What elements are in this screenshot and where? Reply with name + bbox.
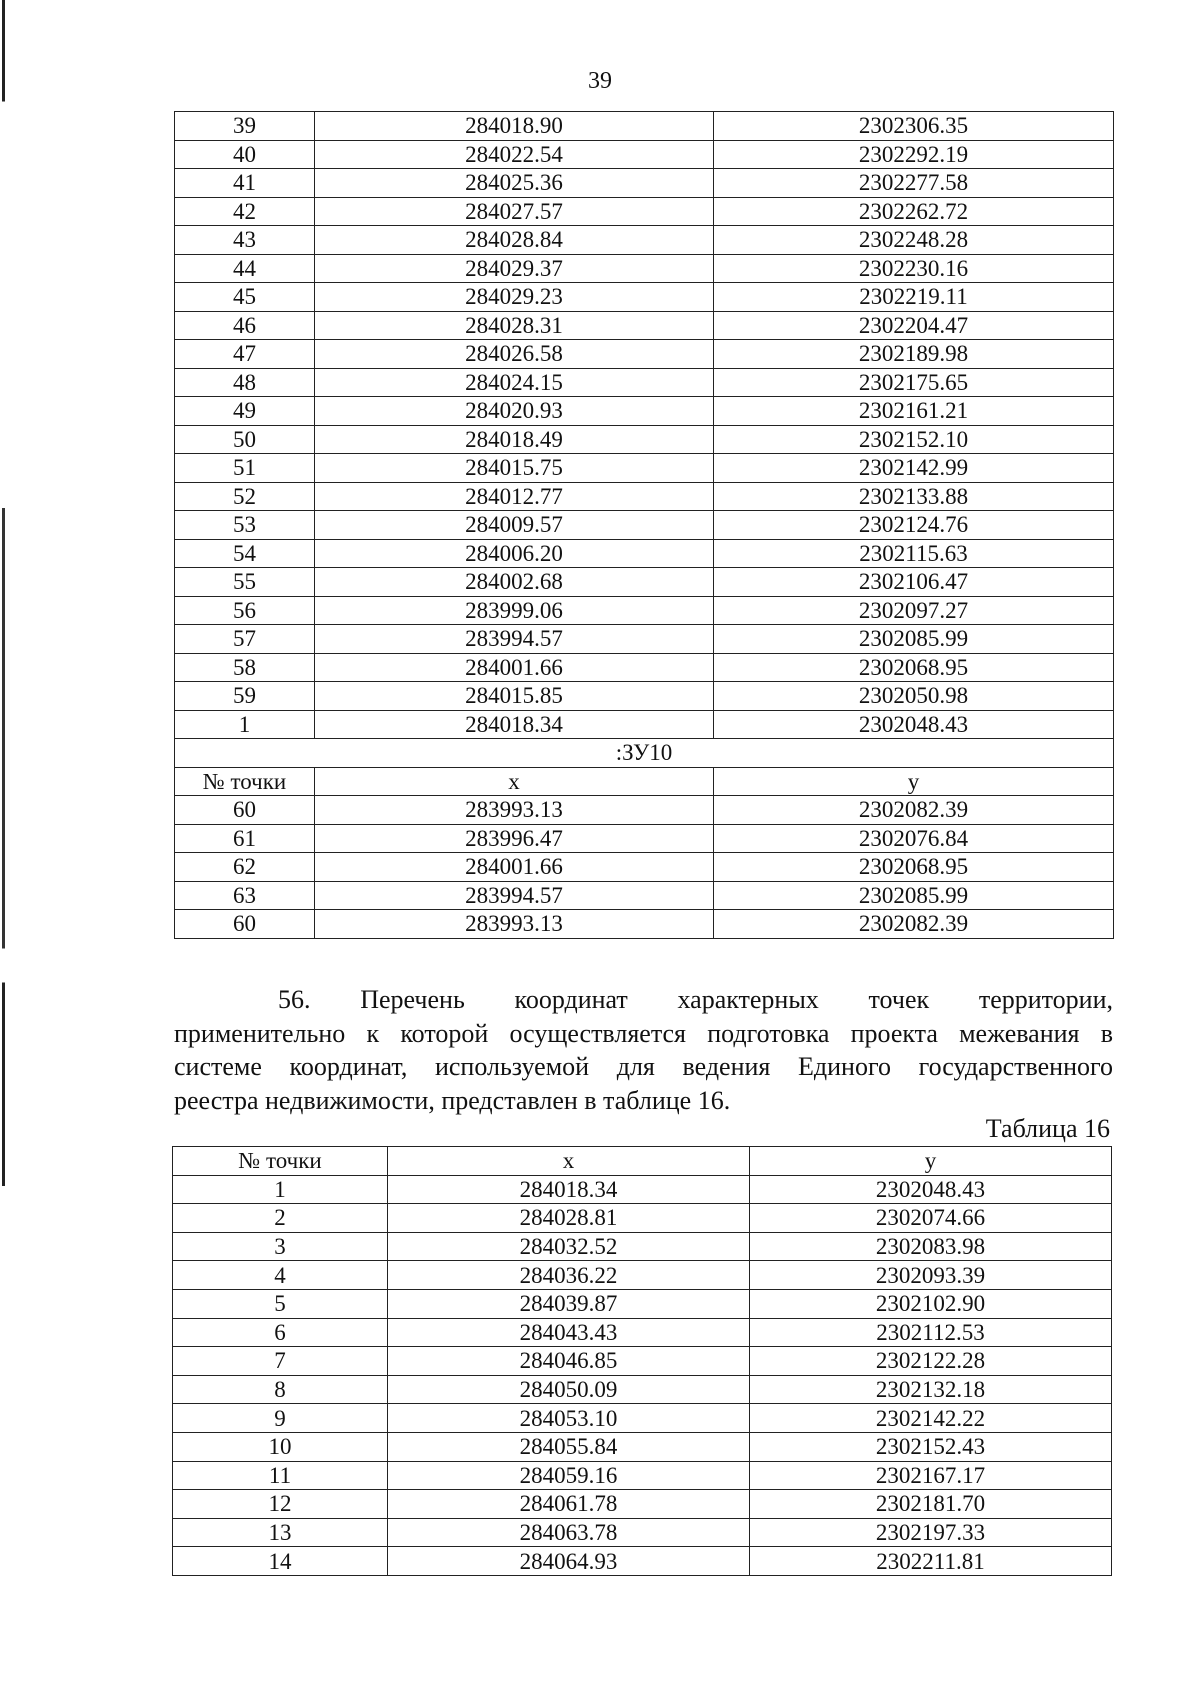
table-header-row <box>175 767 1114 796</box>
y-coordinate-cell: 2302050.98 <box>714 682 1114 711</box>
point-number-cell: 9 <box>173 1404 388 1433</box>
table-row <box>173 1518 1112 1547</box>
table-row <box>175 311 1114 340</box>
point-number-cell: 58 <box>175 653 315 682</box>
y-coordinate-cell: 2302093.39 <box>750 1261 1112 1290</box>
table-row <box>175 568 1114 597</box>
y-coordinate-cell: 2302277.58 <box>714 169 1114 198</box>
point-number-cell: 2 <box>173 1204 388 1233</box>
point-number-cell: 1 <box>175 710 315 739</box>
y-coordinate-cell: 2302142.99 <box>714 454 1114 483</box>
paragraph-line: реестра недвижимости, представлен в таблице 16. <box>174 1085 731 1115</box>
x-coordinate-cell: 284053.10 <box>388 1404 750 1433</box>
x-coordinate-cell: 284018.34 <box>315 710 714 739</box>
point-number-cell: 6 <box>173 1318 388 1347</box>
y-coordinate-cell: 2302175.65 <box>714 368 1114 397</box>
y-coordinate-cell: 2302219.11 <box>714 283 1114 312</box>
x-coordinate-cell: 284018.49 <box>315 425 714 454</box>
table-row <box>175 283 1114 312</box>
x-coordinate-cell: 284028.81 <box>388 1204 750 1233</box>
x-coordinate-cell: 284018.90 <box>315 112 714 141</box>
table-row <box>175 340 1114 369</box>
point-number-cell: 4 <box>173 1261 388 1290</box>
y-coordinate-cell: 2302161.21 <box>714 397 1114 426</box>
point-number-cell: 60 <box>175 796 315 825</box>
table-row <box>173 1204 1112 1233</box>
y-coordinate-cell: 2302189.98 <box>714 340 1114 369</box>
table-row <box>173 1461 1112 1490</box>
x-coordinate-cell: 284012.77 <box>315 482 714 511</box>
x-coordinate-cell: 283996.47 <box>315 824 714 853</box>
x-coordinate-cell: 284029.23 <box>315 283 714 312</box>
x-coordinate-cell: 284036.22 <box>388 1261 750 1290</box>
table-row <box>175 226 1114 255</box>
point-number-cell: № точки <box>173 1147 388 1176</box>
point-number-cell: 12 <box>173 1490 388 1519</box>
page-number: 39 <box>588 68 612 94</box>
point-number-cell: 1 <box>173 1175 388 1204</box>
y-coordinate-cell: 2302197.33 <box>750 1518 1112 1547</box>
y-coordinate-cell: 2302133.88 <box>714 482 1114 511</box>
x-coordinate-cell: 284020.93 <box>315 397 714 426</box>
x-coordinate-cell: x <box>388 1147 750 1176</box>
point-number-cell: 44 <box>175 254 315 283</box>
y-coordinate-cell: 2302106.47 <box>714 568 1114 597</box>
point-number-cell: 40 <box>175 140 315 169</box>
table-row <box>175 254 1114 283</box>
table-16-body <box>173 1147 1112 1576</box>
x-coordinate-cell: 284001.66 <box>315 653 714 682</box>
y-coordinate-cell: 2302048.43 <box>750 1175 1112 1204</box>
paragraph-line: применительно к которой осуществляется подготовка проекта межевания в <box>174 1018 1113 1048</box>
section-title-cell: :ЗУ10 <box>175 739 1114 768</box>
x-coordinate-cell: 283993.13 <box>315 910 714 939</box>
table-row <box>175 824 1114 853</box>
table-row <box>173 1289 1112 1318</box>
point-number-cell: 52 <box>175 482 315 511</box>
coordinates-table-top-body <box>175 112 1114 939</box>
table-row <box>175 482 1114 511</box>
x-coordinate-cell: x <box>315 767 714 796</box>
y-coordinate-cell: 2302124.76 <box>714 511 1114 540</box>
y-coordinate-cell: 2302083.98 <box>750 1232 1112 1261</box>
y-coordinate-cell: 2302074.66 <box>750 1204 1112 1233</box>
point-number-cell: 54 <box>175 539 315 568</box>
x-coordinate-cell: 284026.58 <box>315 340 714 369</box>
table-row <box>175 397 1114 426</box>
table-row <box>173 1547 1112 1576</box>
y-coordinate-cell: 2302085.99 <box>714 625 1114 654</box>
table-row <box>175 169 1114 198</box>
y-coordinate-cell: 2302082.39 <box>714 796 1114 825</box>
point-number-cell: 55 <box>175 568 315 597</box>
table-row <box>173 1347 1112 1376</box>
y-coordinate-cell: 2302248.28 <box>714 226 1114 255</box>
x-coordinate-cell: 284002.68 <box>315 568 714 597</box>
coordinates-table-top <box>174 111 1114 939</box>
point-number-cell: 5 <box>173 1289 388 1318</box>
table-row <box>175 539 1114 568</box>
point-number-cell: 48 <box>175 368 315 397</box>
x-coordinate-cell: 284055.84 <box>388 1432 750 1461</box>
table-row <box>175 511 1114 540</box>
x-coordinate-cell: 284015.75 <box>315 454 714 483</box>
point-number-cell: 51 <box>175 454 315 483</box>
table-row <box>175 454 1114 483</box>
point-number-cell: 50 <box>175 425 315 454</box>
point-number-cell: 11 <box>173 1461 388 1490</box>
x-coordinate-cell: 284027.57 <box>315 197 714 226</box>
point-number-cell: 47 <box>175 340 315 369</box>
y-coordinate-cell: 2302112.53 <box>750 1318 1112 1347</box>
x-coordinate-cell: 284006.20 <box>315 539 714 568</box>
table-row <box>173 1490 1112 1519</box>
y-coordinate-cell: 2302132.18 <box>750 1375 1112 1404</box>
y-coordinate-cell: 2302115.63 <box>714 539 1114 568</box>
y-coordinate-cell: 2302152.43 <box>750 1432 1112 1461</box>
x-coordinate-cell: 284022.54 <box>315 140 714 169</box>
y-coordinate-cell: 2302068.95 <box>714 653 1114 682</box>
x-coordinate-cell: 284059.16 <box>388 1461 750 1490</box>
x-coordinate-cell: 284029.37 <box>315 254 714 283</box>
y-coordinate-cell: 2302082.39 <box>714 910 1114 939</box>
y-coordinate-cell: 2302167.17 <box>750 1461 1112 1490</box>
point-number-cell: 8 <box>173 1375 388 1404</box>
y-coordinate-cell: 2302306.35 <box>714 112 1114 141</box>
point-number-cell: 39 <box>175 112 315 141</box>
table-row <box>175 910 1114 939</box>
point-number-cell: 59 <box>175 682 315 711</box>
x-coordinate-cell: 284001.66 <box>315 853 714 882</box>
table-row <box>175 625 1114 654</box>
table-row <box>173 1318 1112 1347</box>
y-coordinate-cell: 2302230.16 <box>714 254 1114 283</box>
table-row <box>173 1232 1112 1261</box>
y-coordinate-cell: 2302076.84 <box>714 824 1114 853</box>
scan-edge <box>2 0 5 1694</box>
x-coordinate-cell: 284039.87 <box>388 1289 750 1318</box>
point-number-cell: 57 <box>175 625 315 654</box>
point-number-cell: 53 <box>175 511 315 540</box>
x-coordinate-cell: 284018.34 <box>388 1175 750 1204</box>
y-coordinate-cell: 2302142.22 <box>750 1404 1112 1433</box>
y-coordinate-cell: 2302262.72 <box>714 197 1114 226</box>
x-coordinate-cell: 283999.06 <box>315 596 714 625</box>
y-coordinate-cell: 2302068.95 <box>714 853 1114 882</box>
table-row <box>175 710 1114 739</box>
table-row <box>173 1404 1112 1433</box>
table-row <box>173 1261 1112 1290</box>
table-row <box>173 1432 1112 1461</box>
y-coordinate-cell: 2302292.19 <box>714 140 1114 169</box>
table-row <box>175 425 1114 454</box>
x-coordinate-cell: 284009.57 <box>315 511 714 540</box>
point-number-cell: 46 <box>175 311 315 340</box>
section-title-row <box>175 739 1114 768</box>
y-coordinate-cell: 2302122.28 <box>750 1347 1112 1376</box>
point-number-cell: 41 <box>175 169 315 198</box>
x-coordinate-cell: 284063.78 <box>388 1518 750 1547</box>
x-coordinate-cell: 283994.57 <box>315 625 714 654</box>
point-number-cell: 7 <box>173 1347 388 1376</box>
paragraph-line: системе координат, используемой для ведения Единого государственного <box>174 1052 1113 1081</box>
table-header-row <box>173 1147 1112 1176</box>
x-coordinate-cell: 284025.36 <box>315 169 714 198</box>
x-coordinate-cell: 283993.13 <box>315 796 714 825</box>
y-coordinate-cell: 2302152.10 <box>714 425 1114 454</box>
point-number-cell: 56 <box>175 596 315 625</box>
table-row <box>175 682 1114 711</box>
table-row <box>175 653 1114 682</box>
point-number-cell: 3 <box>173 1232 388 1261</box>
table-row <box>175 881 1114 910</box>
y-coordinate-cell: 2302048.43 <box>714 710 1114 739</box>
x-coordinate-cell: 284024.15 <box>315 368 714 397</box>
point-number-cell: 42 <box>175 197 315 226</box>
y-coordinate-cell: 2302102.90 <box>750 1289 1112 1318</box>
point-number-cell: 61 <box>175 824 315 853</box>
table-row <box>173 1175 1112 1204</box>
table-row <box>175 112 1114 141</box>
x-coordinate-cell: 284015.85 <box>315 682 714 711</box>
y-coordinate-cell: 2302181.70 <box>750 1490 1112 1519</box>
y-coordinate-cell: 2302211.81 <box>750 1547 1112 1576</box>
point-number-cell: 60 <box>175 910 315 939</box>
x-coordinate-cell: 284043.43 <box>388 1318 750 1347</box>
point-number-cell: 10 <box>173 1432 388 1461</box>
table-row <box>175 596 1114 625</box>
x-coordinate-cell: 284032.52 <box>388 1232 750 1261</box>
x-coordinate-cell: 284064.93 <box>388 1547 750 1576</box>
y-coordinate-cell: 2302085.99 <box>714 881 1114 910</box>
table-16-caption: Таблица 16 <box>985 1114 1110 1143</box>
y-coordinate-cell: y <box>750 1147 1112 1176</box>
point-number-cell: № точки <box>175 767 315 796</box>
y-coordinate-cell: 2302204.47 <box>714 311 1114 340</box>
point-number-cell: 43 <box>175 226 315 255</box>
point-number-cell: 49 <box>175 397 315 426</box>
paragraph-line: 56. Перечень координат характерных точек территории, <box>278 985 1113 1014</box>
table-row <box>175 368 1114 397</box>
point-number-cell: 13 <box>173 1518 388 1547</box>
x-coordinate-cell: 284050.09 <box>388 1375 750 1404</box>
table-row <box>175 197 1114 226</box>
x-coordinate-cell: 284046.85 <box>388 1347 750 1376</box>
y-coordinate-cell: 2302097.27 <box>714 596 1114 625</box>
point-number-cell: 62 <box>175 853 315 882</box>
table-row <box>175 796 1114 825</box>
x-coordinate-cell: 283994.57 <box>315 881 714 910</box>
table-row <box>175 853 1114 882</box>
x-coordinate-cell: 284061.78 <box>388 1490 750 1519</box>
x-coordinate-cell: 284028.84 <box>315 226 714 255</box>
table-row <box>175 140 1114 169</box>
point-number-cell: 63 <box>175 881 315 910</box>
table-row <box>173 1375 1112 1404</box>
y-coordinate-cell: y <box>714 767 1114 796</box>
point-number-cell: 14 <box>173 1547 388 1576</box>
paragraph-56 <box>174 983 1113 1117</box>
x-coordinate-cell: 284028.31 <box>315 311 714 340</box>
table-16 <box>172 1146 1112 1576</box>
point-number-cell: 45 <box>175 283 315 312</box>
